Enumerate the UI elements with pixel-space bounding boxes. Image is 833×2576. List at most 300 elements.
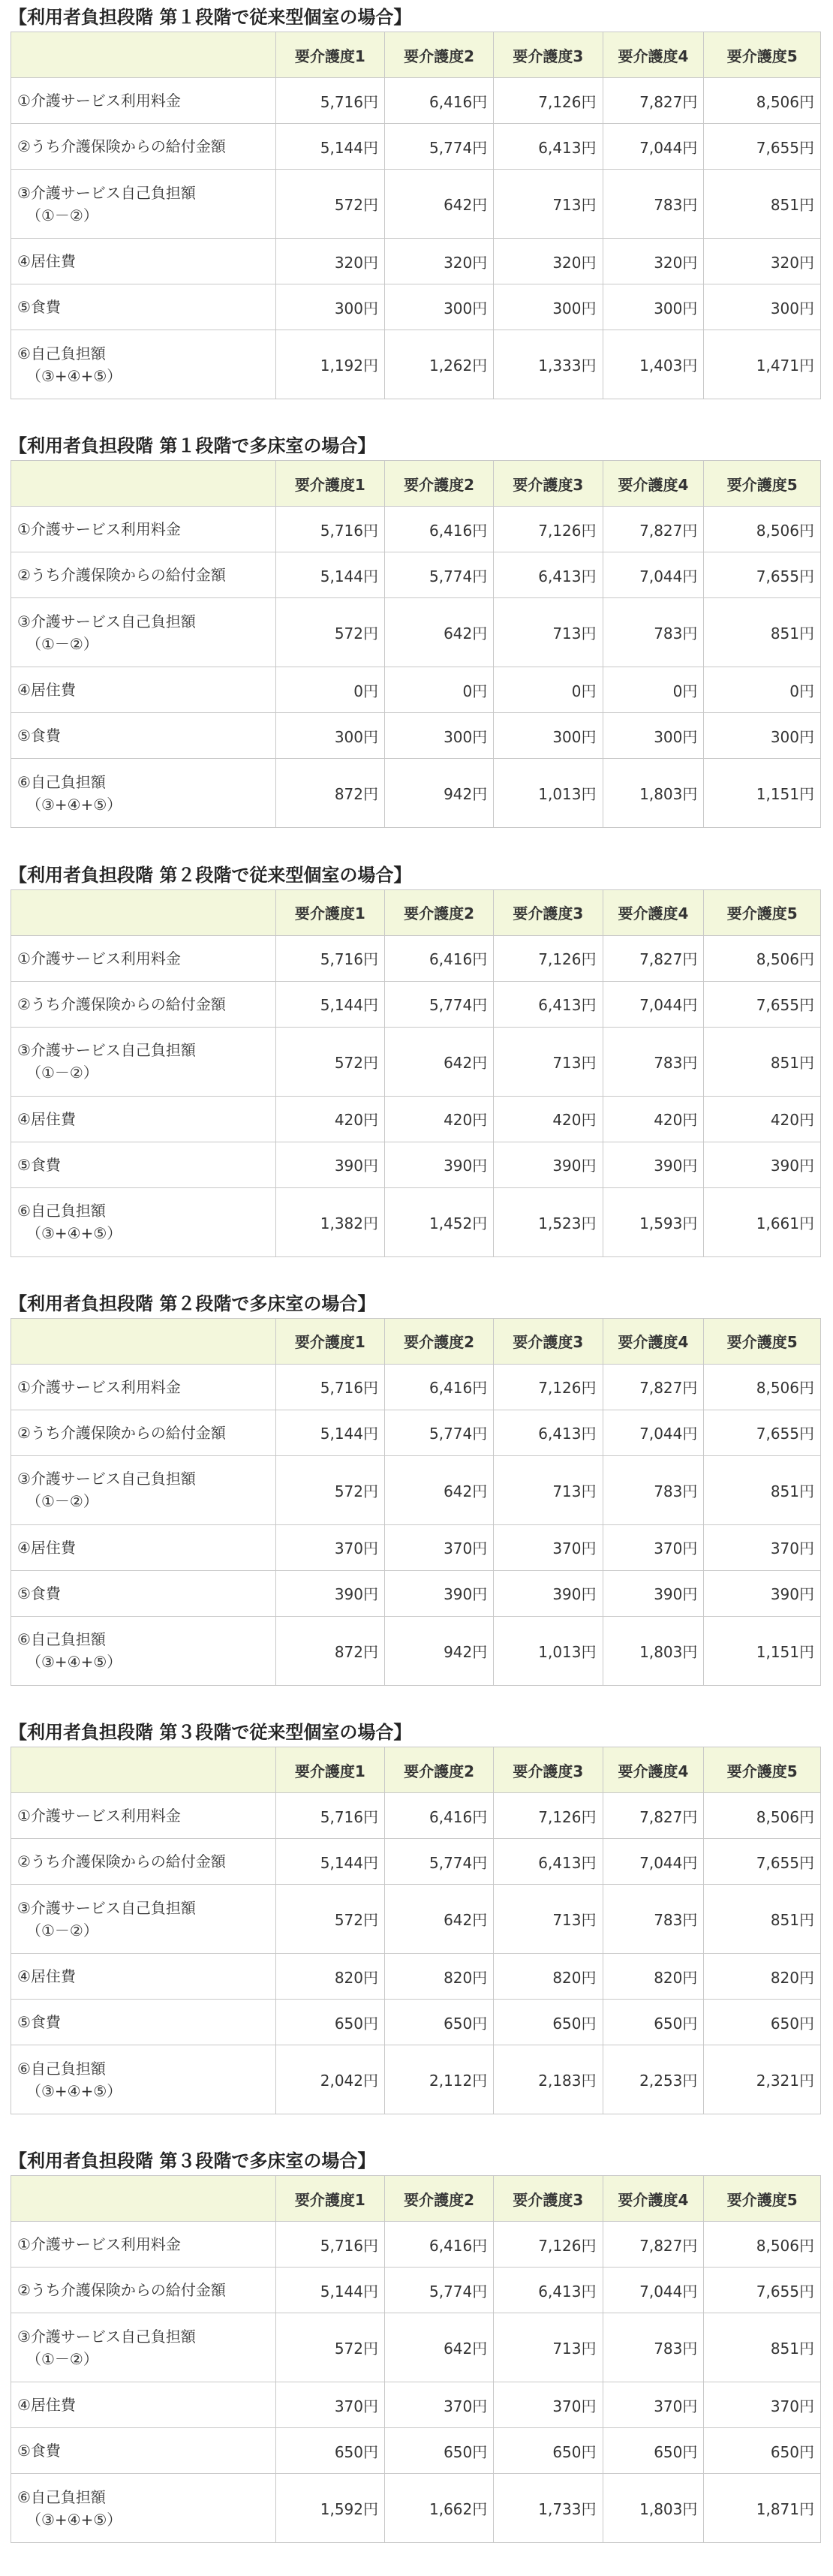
amount-cell: 2,321円 bbox=[704, 2045, 821, 2114]
row-label: ⑤食費 bbox=[17, 2442, 61, 2460]
table-row bbox=[11, 667, 821, 713]
care-level-header: 要介護度4 bbox=[603, 461, 704, 507]
fee-table bbox=[11, 32, 821, 399]
row-label-formula: （①－②） bbox=[26, 1921, 98, 1940]
row-label: ②うち介護保険からの給付金額 bbox=[17, 566, 226, 585]
amount-cell: 942円 bbox=[385, 759, 494, 828]
amount-cell: 642円 bbox=[385, 598, 494, 667]
header-corner-cell bbox=[11, 2176, 276, 2222]
amount-cell: 370円 bbox=[275, 1524, 384, 1570]
amount-cell: 2,253円 bbox=[603, 2045, 704, 2114]
table-row bbox=[11, 1793, 821, 1839]
table-row bbox=[11, 1524, 821, 1570]
amount-cell: 390円 bbox=[385, 1142, 494, 1187]
amount-cell: 7,655円 bbox=[704, 981, 821, 1027]
table-row bbox=[11, 1455, 821, 1524]
care-level-header: 要介護度5 bbox=[704, 461, 821, 507]
section-title: 【利用者負担段階 第３段階で従来型個室の場合】 bbox=[9, 1722, 412, 1744]
amount-cell: 7,126円 bbox=[494, 78, 603, 124]
amount-cell: 7,126円 bbox=[494, 1364, 603, 1410]
row-label: ①介護サービス利用料金 bbox=[17, 2235, 181, 2254]
amount-cell: 820円 bbox=[275, 1954, 384, 2000]
amount-cell: 642円 bbox=[385, 1027, 494, 1096]
amount-cell: 7,655円 bbox=[704, 552, 821, 598]
table-row bbox=[11, 2045, 821, 2114]
amount-cell: 390円 bbox=[603, 1570, 704, 1616]
amount-cell: 713円 bbox=[494, 1455, 603, 1524]
amount-cell: 6,413円 bbox=[494, 981, 603, 1027]
amount-cell: 6,413円 bbox=[494, 124, 603, 170]
row-label-formula: （①－②） bbox=[26, 206, 98, 224]
amount-cell: 7,044円 bbox=[603, 1410, 704, 1455]
amount-cell: 300円 bbox=[603, 284, 704, 330]
amount-cell: 5,144円 bbox=[275, 124, 384, 170]
care-level-header: 要介護度3 bbox=[494, 1318, 603, 1364]
care-level-header: 要介護度1 bbox=[275, 32, 384, 78]
amount-cell: 5,144円 bbox=[275, 981, 384, 1027]
amount-cell: 7,044円 bbox=[603, 1839, 704, 1885]
row-label-cell bbox=[11, 1142, 276, 1187]
row-label: ④居住費 bbox=[17, 1109, 76, 1128]
amount-cell: 300円 bbox=[385, 713, 494, 759]
amount-cell: 783円 bbox=[603, 170, 704, 239]
row-label-cell bbox=[11, 1364, 276, 1410]
amount-cell: 320円 bbox=[603, 239, 704, 284]
amount-cell: 0円 bbox=[494, 667, 603, 713]
care-level-header: 要介護度1 bbox=[275, 461, 384, 507]
amount-cell: 713円 bbox=[494, 1885, 603, 1954]
table-row bbox=[11, 1364, 821, 1410]
amount-cell: 7,126円 bbox=[494, 935, 603, 981]
row-label: ⑥自己負担額 bbox=[17, 1202, 106, 1220]
amount-cell: 390円 bbox=[385, 1570, 494, 1616]
row-label: ⑥自己負担額 bbox=[17, 1630, 106, 1649]
amount-cell: 7,044円 bbox=[603, 981, 704, 1027]
table-row bbox=[11, 981, 821, 1027]
amount-cell: 7,827円 bbox=[603, 2222, 704, 2268]
row-label-cell bbox=[11, 981, 276, 1027]
row-label-formula: （③+④+⑤） bbox=[26, 795, 122, 814]
row-label-cell bbox=[11, 2428, 276, 2474]
amount-cell: 7,827円 bbox=[603, 1793, 704, 1839]
amount-cell: 5,774円 bbox=[385, 981, 494, 1027]
care-level-header: 要介護度1 bbox=[275, 2176, 384, 2222]
amount-cell: 7,655円 bbox=[704, 124, 821, 170]
row-label: ④居住費 bbox=[17, 2396, 76, 2415]
amount-cell: 5,144円 bbox=[275, 2268, 384, 2313]
amount-cell: 5,144円 bbox=[275, 552, 384, 598]
row-label-cell bbox=[11, 2313, 276, 2382]
amount-cell: 390円 bbox=[603, 1142, 704, 1187]
amount-cell: 7,126円 bbox=[494, 507, 603, 552]
amount-cell: 2,042円 bbox=[275, 2045, 384, 2114]
table-header-row bbox=[11, 2176, 821, 2222]
amount-cell: 1,403円 bbox=[603, 330, 704, 399]
table-row bbox=[11, 1885, 821, 1954]
care-level-header: 要介護度4 bbox=[603, 1318, 704, 1364]
amount-cell: 370円 bbox=[704, 2382, 821, 2428]
table-row bbox=[11, 935, 821, 981]
amount-cell: 1,013円 bbox=[494, 1616, 603, 1685]
row-label-cell bbox=[11, 78, 276, 124]
row-label-formula: （①－②） bbox=[26, 1064, 98, 1082]
amount-cell: 300円 bbox=[275, 284, 384, 330]
amount-cell: 1,593円 bbox=[603, 1187, 704, 1256]
amount-cell: 420円 bbox=[704, 1096, 821, 1142]
amount-cell: 783円 bbox=[603, 1455, 704, 1524]
table-row bbox=[11, 170, 821, 239]
amount-cell: 300円 bbox=[275, 713, 384, 759]
table-header-row bbox=[11, 1747, 821, 1793]
row-label: ⑤食費 bbox=[17, 2013, 61, 2032]
row-label: ①介護サービス利用料金 bbox=[17, 92, 181, 110]
row-label-cell bbox=[11, 1616, 276, 1685]
row-label: ①介護サービス利用料金 bbox=[17, 1377, 181, 1396]
fee-table bbox=[11, 1747, 821, 2114]
row-label: ③介護サービス自己負担額 bbox=[17, 612, 196, 630]
row-label: ③介護サービス自己負担額 bbox=[17, 183, 196, 202]
row-label-cell bbox=[11, 1187, 276, 1256]
amount-cell: 572円 bbox=[275, 598, 384, 667]
amount-cell: 1,523円 bbox=[494, 1187, 603, 1256]
amount-cell: 0円 bbox=[275, 667, 384, 713]
table-row bbox=[11, 2382, 821, 2428]
care-level-header: 要介護度1 bbox=[275, 889, 384, 935]
table-header-row bbox=[11, 32, 821, 78]
row-label-cell bbox=[11, 935, 276, 981]
section-title: 【利用者負担段階 第１段階で従来型個室の場合】 bbox=[9, 7, 412, 28]
row-label-cell bbox=[11, 170, 276, 239]
amount-cell: 370円 bbox=[494, 2382, 603, 2428]
amount-cell: 783円 bbox=[603, 2313, 704, 2382]
table-header-row bbox=[11, 1318, 821, 1364]
fee-table bbox=[11, 889, 821, 1257]
table-row bbox=[11, 2474, 821, 2543]
amount-cell: 713円 bbox=[494, 170, 603, 239]
amount-cell: 713円 bbox=[494, 2313, 603, 2382]
amount-cell: 320円 bbox=[385, 239, 494, 284]
amount-cell: 5,774円 bbox=[385, 1410, 494, 1455]
amount-cell: 6,413円 bbox=[494, 2268, 603, 2313]
amount-cell: 851円 bbox=[704, 598, 821, 667]
amount-cell: 5,716円 bbox=[275, 1793, 384, 1839]
header-corner-cell bbox=[11, 1747, 276, 1793]
amount-cell: 820円 bbox=[494, 1954, 603, 2000]
amount-cell: 6,413円 bbox=[494, 552, 603, 598]
amount-cell: 5,144円 bbox=[275, 1410, 384, 1455]
amount-cell: 713円 bbox=[494, 1027, 603, 1096]
table-row bbox=[11, 1142, 821, 1187]
amount-cell: 1,471円 bbox=[704, 330, 821, 399]
fee-section bbox=[0, 432, 833, 860]
amount-cell: 783円 bbox=[603, 1027, 704, 1096]
table-row bbox=[11, 2000, 821, 2045]
table-row bbox=[11, 330, 821, 399]
row-label: ⑤食費 bbox=[17, 1584, 61, 1602]
amount-cell: 5,716円 bbox=[275, 2222, 384, 2268]
amount-cell: 1,803円 bbox=[603, 759, 704, 828]
amount-cell: 650円 bbox=[603, 2428, 704, 2474]
amount-cell: 370円 bbox=[704, 1524, 821, 1570]
row-label: ①介護サービス利用料金 bbox=[17, 1807, 181, 1825]
amount-cell: 5,716円 bbox=[275, 1364, 384, 1410]
fee-section bbox=[0, 3, 833, 432]
row-label-cell bbox=[11, 667, 276, 713]
row-label: ②うち介護保険からの給付金額 bbox=[17, 137, 226, 155]
row-label: ⑥自己負担額 bbox=[17, 772, 106, 791]
row-label-cell bbox=[11, 2045, 276, 2114]
care-level-header: 要介護度1 bbox=[275, 1747, 384, 1793]
row-label-cell bbox=[11, 2268, 276, 2313]
row-label-cell bbox=[11, 284, 276, 330]
amount-cell: 650円 bbox=[494, 2000, 603, 2045]
table-header-row bbox=[11, 461, 821, 507]
amount-cell: 851円 bbox=[704, 2313, 821, 2382]
amount-cell: 650円 bbox=[494, 2428, 603, 2474]
row-label-cell bbox=[11, 713, 276, 759]
care-level-header: 要介護度3 bbox=[494, 461, 603, 507]
amount-cell: 7,827円 bbox=[603, 1364, 704, 1410]
amount-cell: 6,416円 bbox=[385, 507, 494, 552]
amount-cell: 572円 bbox=[275, 1455, 384, 1524]
amount-cell: 7,827円 bbox=[603, 78, 704, 124]
amount-cell: 370円 bbox=[603, 2382, 704, 2428]
section-title: 【利用者負担段階 第２段階で多床室の場合】 bbox=[9, 1293, 376, 1314]
row-label-cell bbox=[11, 124, 276, 170]
amount-cell: 783円 bbox=[603, 598, 704, 667]
table-row bbox=[11, 284, 821, 330]
row-label-cell bbox=[11, 1410, 276, 1455]
row-label: ⑤食費 bbox=[17, 727, 61, 745]
amount-cell: 783円 bbox=[603, 1885, 704, 1954]
row-label-cell bbox=[11, 1885, 276, 1954]
row-label-cell bbox=[11, 239, 276, 284]
amount-cell: 1,733円 bbox=[494, 2474, 603, 2543]
row-label: ③介護サービス自己負担額 bbox=[17, 1898, 196, 1917]
amount-cell: 851円 bbox=[704, 170, 821, 239]
amount-cell: 390円 bbox=[704, 1142, 821, 1187]
table-row bbox=[11, 598, 821, 667]
table-row bbox=[11, 1839, 821, 1885]
amount-cell: 420円 bbox=[385, 1096, 494, 1142]
amount-cell: 5,716円 bbox=[275, 507, 384, 552]
amount-cell: 1,151円 bbox=[704, 1616, 821, 1685]
section-title: 【利用者負担段階 第１段階で多床室の場合】 bbox=[9, 435, 376, 457]
fee-table bbox=[11, 2175, 821, 2543]
amount-cell: 300円 bbox=[494, 713, 603, 759]
row-label: ②うち介護保険からの給付金額 bbox=[17, 1852, 226, 1871]
care-level-header: 要介護度4 bbox=[603, 889, 704, 935]
amount-cell: 6,413円 bbox=[494, 1410, 603, 1455]
amount-cell: 320円 bbox=[704, 239, 821, 284]
row-label-cell bbox=[11, 2000, 276, 2045]
amount-cell: 0円 bbox=[603, 667, 704, 713]
amount-cell: 1,592円 bbox=[275, 2474, 384, 2543]
amount-cell: 370円 bbox=[385, 2382, 494, 2428]
amount-cell: 851円 bbox=[704, 1885, 821, 1954]
amount-cell: 1,803円 bbox=[603, 2474, 704, 2543]
row-label-formula: （③+④+⑤） bbox=[26, 2081, 122, 2100]
care-level-header: 要介護度2 bbox=[385, 889, 494, 935]
row-label: ⑥自己負担額 bbox=[17, 2059, 106, 2078]
amount-cell: 8,506円 bbox=[704, 78, 821, 124]
amount-cell: 650円 bbox=[704, 2000, 821, 2045]
section-title: 【利用者負担段階 第３段階で多床室の場合】 bbox=[9, 2150, 376, 2172]
row-label-cell bbox=[11, 1839, 276, 1885]
amount-cell: 7,827円 bbox=[603, 507, 704, 552]
fee-section bbox=[0, 861, 833, 1290]
amount-cell: 7,044円 bbox=[603, 552, 704, 598]
amount-cell: 300円 bbox=[704, 284, 821, 330]
amount-cell: 6,416円 bbox=[385, 2222, 494, 2268]
amount-cell: 390円 bbox=[704, 1570, 821, 1616]
table-row bbox=[11, 2428, 821, 2474]
header-corner-cell bbox=[11, 32, 276, 78]
care-level-header: 要介護度4 bbox=[603, 1747, 704, 1793]
row-label-cell bbox=[11, 552, 276, 598]
row-label: ③介護サービス自己負担額 bbox=[17, 2327, 196, 2346]
amount-cell: 320円 bbox=[494, 239, 603, 284]
row-label-cell bbox=[11, 1570, 276, 1616]
row-label-cell bbox=[11, 1524, 276, 1570]
row-label: ④居住費 bbox=[17, 1538, 76, 1557]
amount-cell: 5,774円 bbox=[385, 1839, 494, 1885]
table-header-row bbox=[11, 889, 821, 935]
amount-cell: 7,044円 bbox=[603, 124, 704, 170]
amount-cell: 642円 bbox=[385, 170, 494, 239]
header-corner-cell bbox=[11, 1318, 276, 1364]
amount-cell: 1,871円 bbox=[704, 2474, 821, 2543]
row-label-formula: （③+④+⑤） bbox=[26, 1224, 122, 1243]
amount-cell: 5,144円 bbox=[275, 1839, 384, 1885]
row-label-formula: （③+④+⑤） bbox=[26, 2510, 122, 2529]
table-row bbox=[11, 1570, 821, 1616]
amount-cell: 713円 bbox=[494, 598, 603, 667]
amount-cell: 8,506円 bbox=[704, 507, 821, 552]
amount-cell: 572円 bbox=[275, 1885, 384, 1954]
amount-cell: 650円 bbox=[385, 2000, 494, 2045]
amount-cell: 1,013円 bbox=[494, 759, 603, 828]
amount-cell: 1,382円 bbox=[275, 1187, 384, 1256]
amount-cell: 572円 bbox=[275, 1027, 384, 1096]
amount-cell: 320円 bbox=[275, 239, 384, 284]
fee-table bbox=[11, 1318, 821, 1686]
amount-cell: 300円 bbox=[494, 284, 603, 330]
amount-cell: 6,416円 bbox=[385, 78, 494, 124]
table-row bbox=[11, 1187, 821, 1256]
amount-cell: 572円 bbox=[275, 2313, 384, 2382]
amount-cell: 7,126円 bbox=[494, 1793, 603, 1839]
row-label-cell bbox=[11, 330, 276, 399]
row-label: ①介護サービス利用料金 bbox=[17, 949, 181, 968]
row-label: ④居住費 bbox=[17, 252, 76, 270]
row-label-cell bbox=[11, 2382, 276, 2428]
row-label-cell bbox=[11, 1027, 276, 1096]
table-row bbox=[11, 2268, 821, 2313]
row-label-formula: （①－②） bbox=[26, 634, 98, 653]
row-label-formula: （①－②） bbox=[26, 1492, 98, 1511]
amount-cell: 5,716円 bbox=[275, 78, 384, 124]
table-row bbox=[11, 759, 821, 828]
care-level-header: 要介護度5 bbox=[704, 2176, 821, 2222]
amount-cell: 7,655円 bbox=[704, 1410, 821, 1455]
amount-cell: 5,774円 bbox=[385, 552, 494, 598]
amount-cell: 872円 bbox=[275, 1616, 384, 1685]
amount-cell: 2,183円 bbox=[494, 2045, 603, 2114]
amount-cell: 2,112円 bbox=[385, 2045, 494, 2114]
table-row bbox=[11, 78, 821, 124]
amount-cell: 642円 bbox=[385, 1885, 494, 1954]
table-row bbox=[11, 2313, 821, 2382]
amount-cell: 390円 bbox=[494, 1570, 603, 1616]
care-level-header: 要介護度3 bbox=[494, 889, 603, 935]
table-row bbox=[11, 552, 821, 598]
amount-cell: 7,044円 bbox=[603, 2268, 704, 2313]
amount-cell: 6,416円 bbox=[385, 1364, 494, 1410]
row-label: ②うち介護保険からの給付金額 bbox=[17, 995, 226, 1013]
row-label: ④居住費 bbox=[17, 681, 76, 700]
table-row bbox=[11, 2222, 821, 2268]
amount-cell: 1,333円 bbox=[494, 330, 603, 399]
row-label-cell bbox=[11, 598, 276, 667]
row-label: ②うち介護保険からの給付金額 bbox=[17, 2281, 226, 2300]
amount-cell: 872円 bbox=[275, 759, 384, 828]
amount-cell: 1,662円 bbox=[385, 2474, 494, 2543]
amount-cell: 642円 bbox=[385, 1455, 494, 1524]
row-label: ③介護サービス自己負担額 bbox=[17, 1470, 196, 1488]
amount-cell: 572円 bbox=[275, 170, 384, 239]
care-level-header: 要介護度3 bbox=[494, 1747, 603, 1793]
row-label: ①介護サービス利用料金 bbox=[17, 520, 181, 539]
amount-cell: 8,506円 bbox=[704, 2222, 821, 2268]
care-level-header: 要介護度2 bbox=[385, 1747, 494, 1793]
amount-cell: 7,655円 bbox=[704, 2268, 821, 2313]
table-row bbox=[11, 507, 821, 552]
row-label-cell bbox=[11, 2222, 276, 2268]
amount-cell: 300円 bbox=[603, 713, 704, 759]
amount-cell: 6,413円 bbox=[494, 1839, 603, 1885]
table-row bbox=[11, 1096, 821, 1142]
row-label-cell bbox=[11, 1954, 276, 2000]
amount-cell: 851円 bbox=[704, 1455, 821, 1524]
row-label-cell bbox=[11, 1793, 276, 1839]
amount-cell: 5,716円 bbox=[275, 935, 384, 981]
care-level-header: 要介護度5 bbox=[704, 1318, 821, 1364]
amount-cell: 7,126円 bbox=[494, 2222, 603, 2268]
row-label-cell bbox=[11, 2474, 276, 2543]
amount-cell: 650円 bbox=[603, 2000, 704, 2045]
row-label: ⑥自己負担額 bbox=[17, 344, 106, 363]
row-label-cell bbox=[11, 1096, 276, 1142]
amount-cell: 370円 bbox=[494, 1524, 603, 1570]
amount-cell: 8,506円 bbox=[704, 935, 821, 981]
care-level-header: 要介護度2 bbox=[385, 32, 494, 78]
row-label-cell bbox=[11, 759, 276, 828]
amount-cell: 7,827円 bbox=[603, 935, 704, 981]
fee-section bbox=[0, 1290, 833, 1718]
header-corner-cell bbox=[11, 889, 276, 935]
row-label: ④居住費 bbox=[17, 1967, 76, 1986]
table-row bbox=[11, 239, 821, 284]
row-label-cell bbox=[11, 1455, 276, 1524]
care-level-header: 要介護度3 bbox=[494, 2176, 603, 2222]
amount-cell: 1,262円 bbox=[385, 330, 494, 399]
row-label: ⑥自己負担額 bbox=[17, 2487, 106, 2506]
amount-cell: 0円 bbox=[385, 667, 494, 713]
amount-cell: 1,192円 bbox=[275, 330, 384, 399]
amount-cell: 370円 bbox=[275, 2382, 384, 2428]
section-title: 【利用者負担段階 第２段階で従来型個室の場合】 bbox=[9, 864, 412, 886]
